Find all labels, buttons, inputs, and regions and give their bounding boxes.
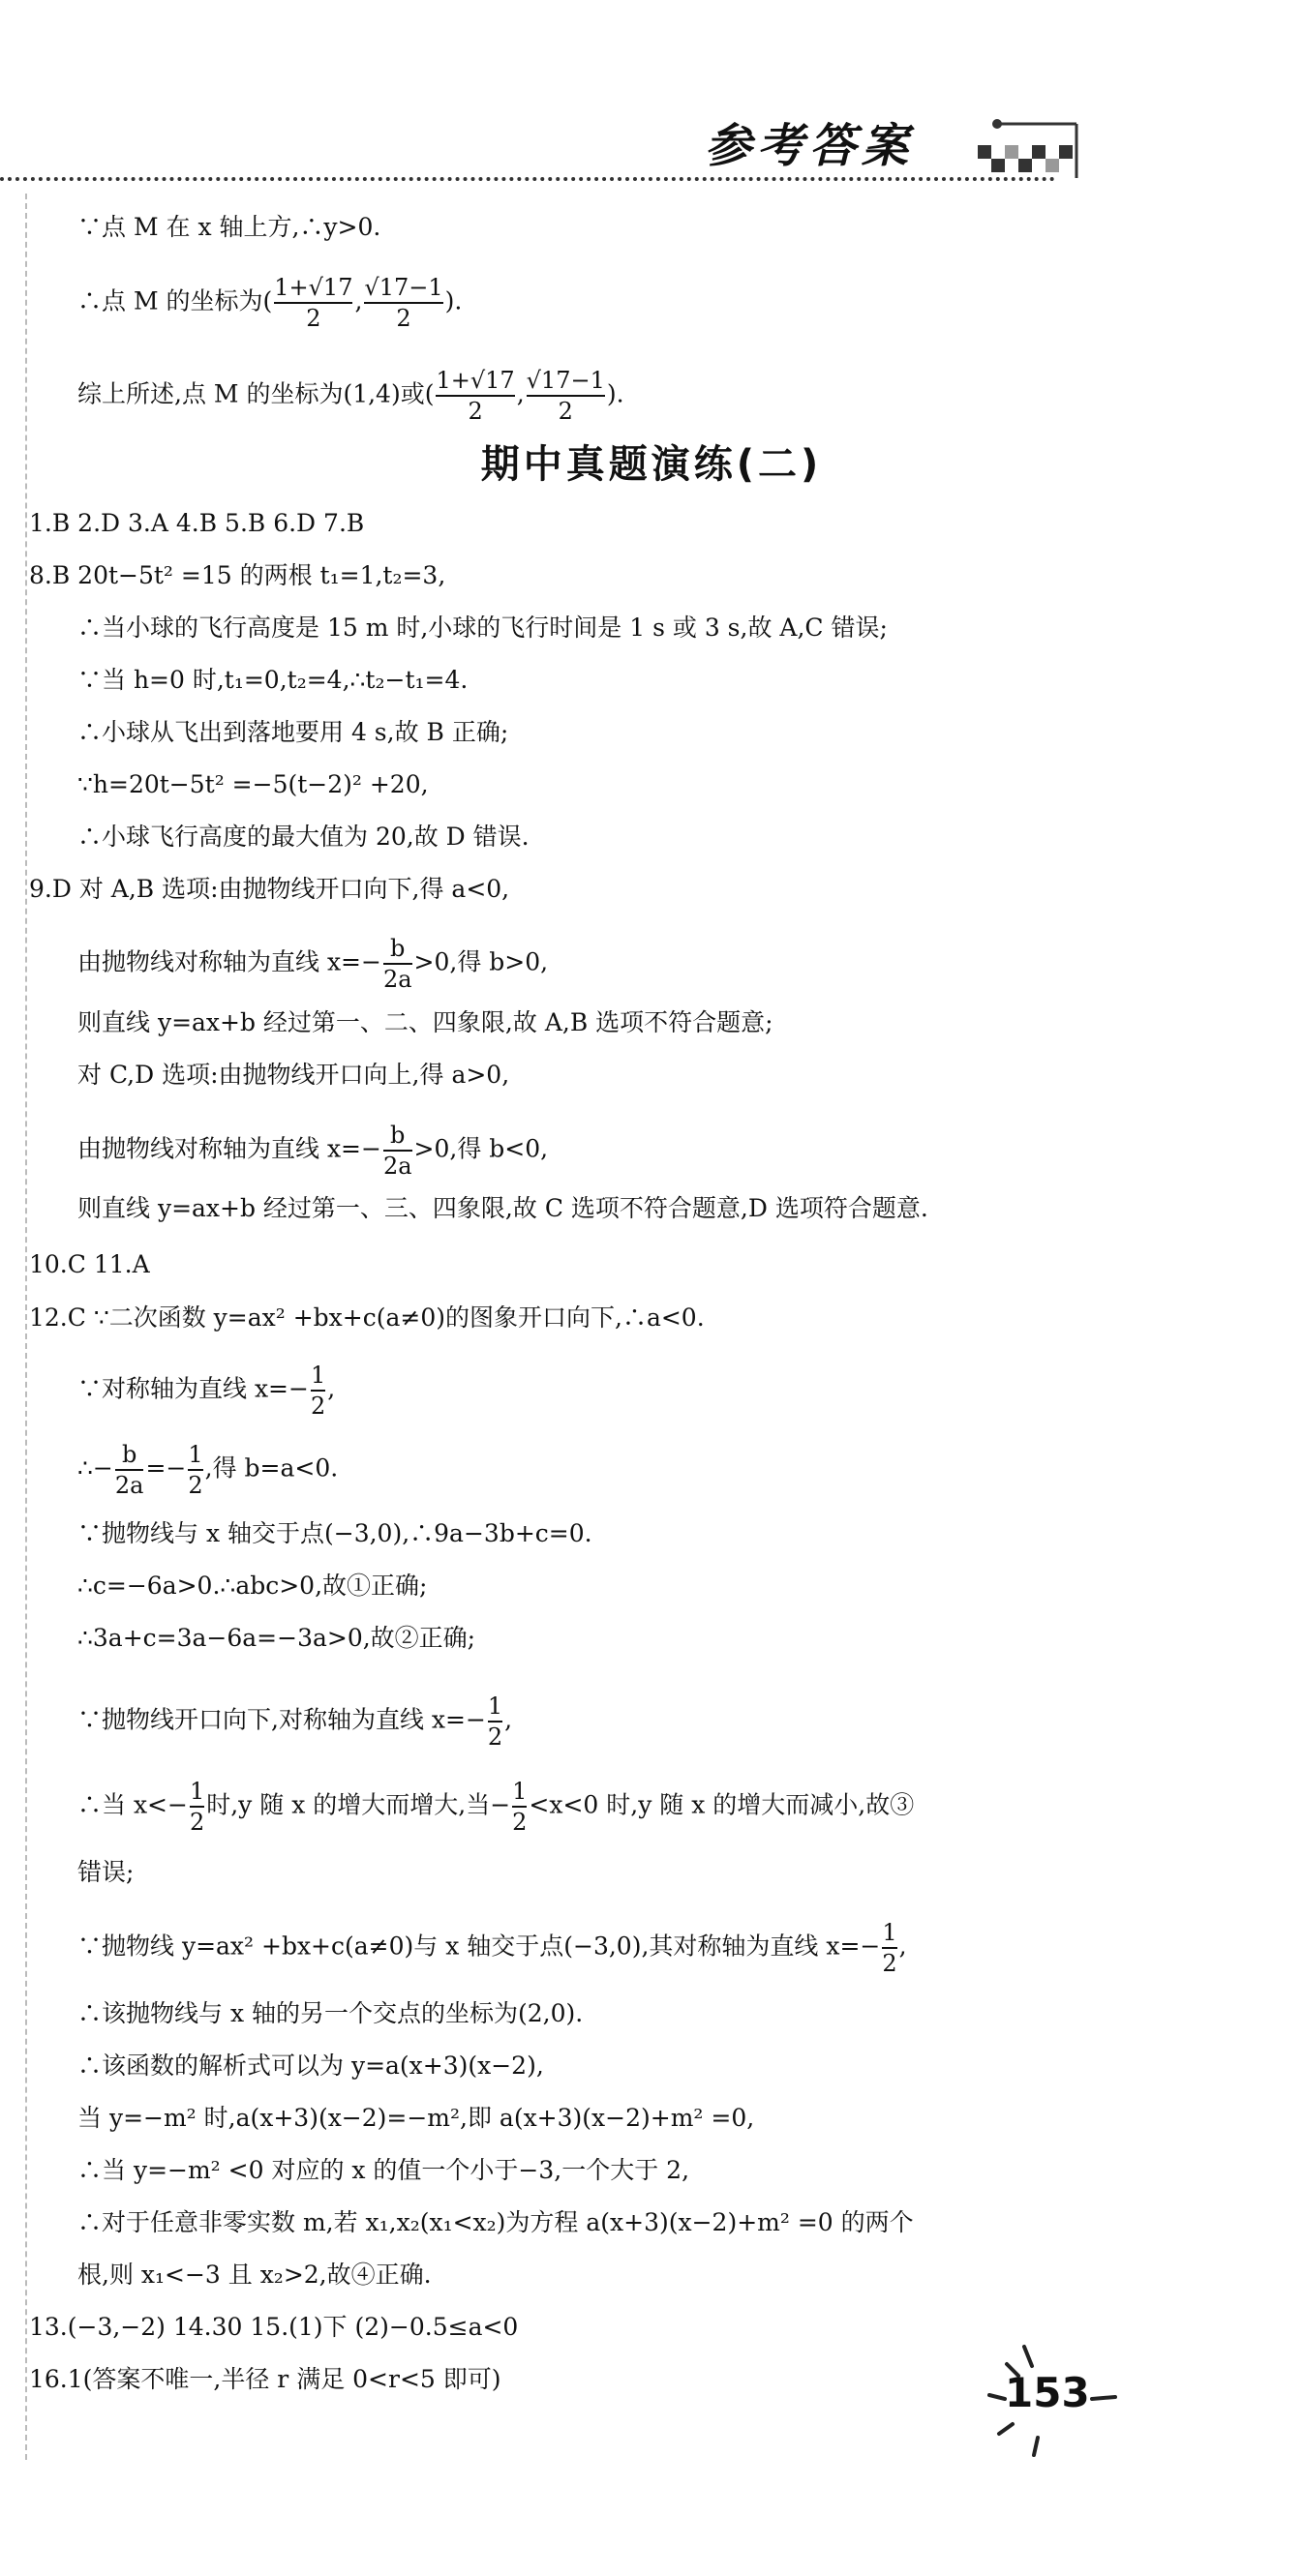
answer-12-line-13: ∴当 y=−m² <0 对应的 x 的值一个小于−3,一个大于 2, [77, 2156, 690, 2184]
answer-12-line-10: ∴该抛物线与 x 轴的另一个交点的坐标为(2,0). [77, 1999, 584, 2027]
answer-8-line-5: ∴小球飞行高度的最大值为 20,故 D 错误. [77, 823, 530, 851]
answer-12-line-14: ∴对于任意非零实数 m,若 x₁,x₂(x₁<x₂)为方程 a(x+3)(x−2)+m² =0 的两个 [77, 2208, 914, 2236]
checker-decoration-icon [968, 116, 1084, 184]
header-rule [0, 177, 1055, 181]
fraction: $\frac{1}{2}$ [310, 1362, 326, 1420]
fraction: $\frac{1}{2}$ [487, 1692, 503, 1751]
answer-12-line-15: 根,则 x₁<−3 且 x₂>2,故④正确. [77, 2261, 432, 2289]
answer-12-line-9: ∵抛物线 y=ax² +bx+c(a≠0)与 x 轴交于点(−3,0),其对称轴为直线 x=− $\frac{1}{2}$ , [77, 1919, 907, 1977]
fraction: $\frac{b}{2a}$ [114, 1441, 144, 1499]
answer-8-line-4: ∵h=20t−5t² =−5(t−2)² +20, [77, 770, 429, 798]
answer-8-line-0: 8.B 20t−5t² =15 的两根 t₁=1,t₂=3, [29, 561, 446, 589]
answer-8-line-3: ∴小球从飞出到落地要用 4 s,故 B 正确; [77, 718, 509, 746]
answer-9-line-3: 对 C,D 选项:由抛物线开口向上,得 a>0, [77, 1061, 510, 1089]
answer-9-line-2: 则直线 y=ax+b 经过第一、二、四象限,故 A,B 选项不符合题意; [77, 1008, 773, 1036]
answers-1-7: 1.B 2.D 3.A 4.B 5.B 6.D 7.B [29, 509, 365, 537]
header-title: 参考答案 [705, 119, 915, 173]
page-number: 153 [1005, 2369, 1090, 2416]
intro-line-1: ∵点 M 在 x 轴上方,∴y>0. [77, 213, 381, 241]
answer-8-line-2: ∵当 h=0 时,t₁=0,t₂=4,∴t₂−t₁=4. [77, 666, 469, 694]
fraction: $\frac{√17-1}{2}$ [364, 274, 443, 332]
answer-12-line-11: ∴该函数的解析式可以为 y=a(x+3)(x−2), [77, 2052, 544, 2080]
answer-9-line-4: 由抛物线对称轴为直线 x=− $\frac{b}{2a}$ >0,得 b<0, [77, 1122, 549, 1180]
section-title: 期中真题演练(二) [480, 442, 823, 487]
answers-10-11: 10.C 11.A [29, 1250, 150, 1278]
fraction: $\frac{1}{2}$ [512, 1778, 528, 1836]
answer-12-line-4: ∴c=−6a>0.∴abc>0,故①正确; [77, 1572, 428, 1600]
answer-12-line-2: ∴− $\frac{b}{2a}$ =− $\frac{1}{2}$ ,得 b=a<0. [77, 1441, 339, 1499]
answer-12-line-1: ∵对称轴为直线 x=− $\frac{1}{2}$ , [77, 1362, 336, 1420]
answer-12-line-12: 当 y=−m² 时,a(x+3)(x−2)=−m²,即 a(x+3)(x−2)+m² =0, [77, 2104, 755, 2132]
answer-12-line-3: ∵抛物线与 x 轴交于点(−3,0),∴9a−3b+c=0. [77, 1519, 592, 1547]
fraction: $\frac{1}{2}$ [189, 1778, 205, 1836]
fraction: $\frac{1}{2}$ [188, 1441, 203, 1499]
answer-16: 16.1(答案不唯一,半径 r 满足 0<r<5 即可) [29, 2365, 501, 2393]
fraction: $\frac{b}{2a}$ [382, 1122, 412, 1180]
fraction: $\frac{1+√17}{2}$ [436, 367, 515, 425]
fraction: $\frac{1+√17}{2}$ [274, 274, 353, 332]
answer-12-line-7: ∴当 x<− $\frac{1}{2}$ 时,y 随 x 的增大而增大,当− $\frac{1}{2}$ <x<0 时,y 随 x 的增大而减小,故③ [77, 1778, 915, 1836]
answer-12-line-6: ∵抛物线开口向下,对称轴为直线 x=− $\frac{1}{2}$ , [77, 1692, 513, 1751]
answer-9-line-5: 则直线 y=ax+b 经过第一、三、四象限,故 C 选项不符合题意,D 选项符合题意. [77, 1194, 928, 1222]
margin-rule [25, 194, 27, 2460]
fraction: $\frac{b}{2a}$ [382, 935, 412, 993]
answer-12-line-0: 12.C ∵二次函数 y=ax² +bx+c(a≠0)的图象开口向下,∴a<0. [29, 1303, 705, 1332]
intro-line-3: 综上所述,点 M 的坐标为(1,4)或( $\frac{1+√17}{2}$ , $\frac{√17-1}{2}$ ). [77, 367, 624, 425]
answer-12-line-8: 错误; [77, 1858, 135, 1886]
answer-8-line-1: ∴当小球的飞行高度是 15 m 时,小球的飞行时间是 1 s 或 3 s,故 A,C 错误; [77, 614, 888, 642]
fraction: $\frac{√17-1}{2}$ [526, 367, 605, 425]
intro-line-2: ∴点 M 的坐标为( $\frac{1+√17}{2}$ , $\frac{√17-1}{2}$ ). [77, 274, 463, 332]
answer-12-line-5: ∴3a+c=3a−6a=−3a>0,故②正确; [77, 1624, 476, 1652]
fraction: $\frac{1}{2}$ [882, 1919, 897, 1977]
answer-9-line-1: 由抛物线对称轴为直线 x=− $\frac{b}{2a}$ >0,得 b>0, [77, 935, 549, 993]
answer-9-line-0: 9.D 对 A,B 选项:由抛物线开口向下,得 a<0, [29, 875, 510, 903]
answers-13-15: 13.(−3,−2) 14.30 15.(1)下 (2)−0.5≤a<0 [29, 2313, 519, 2341]
